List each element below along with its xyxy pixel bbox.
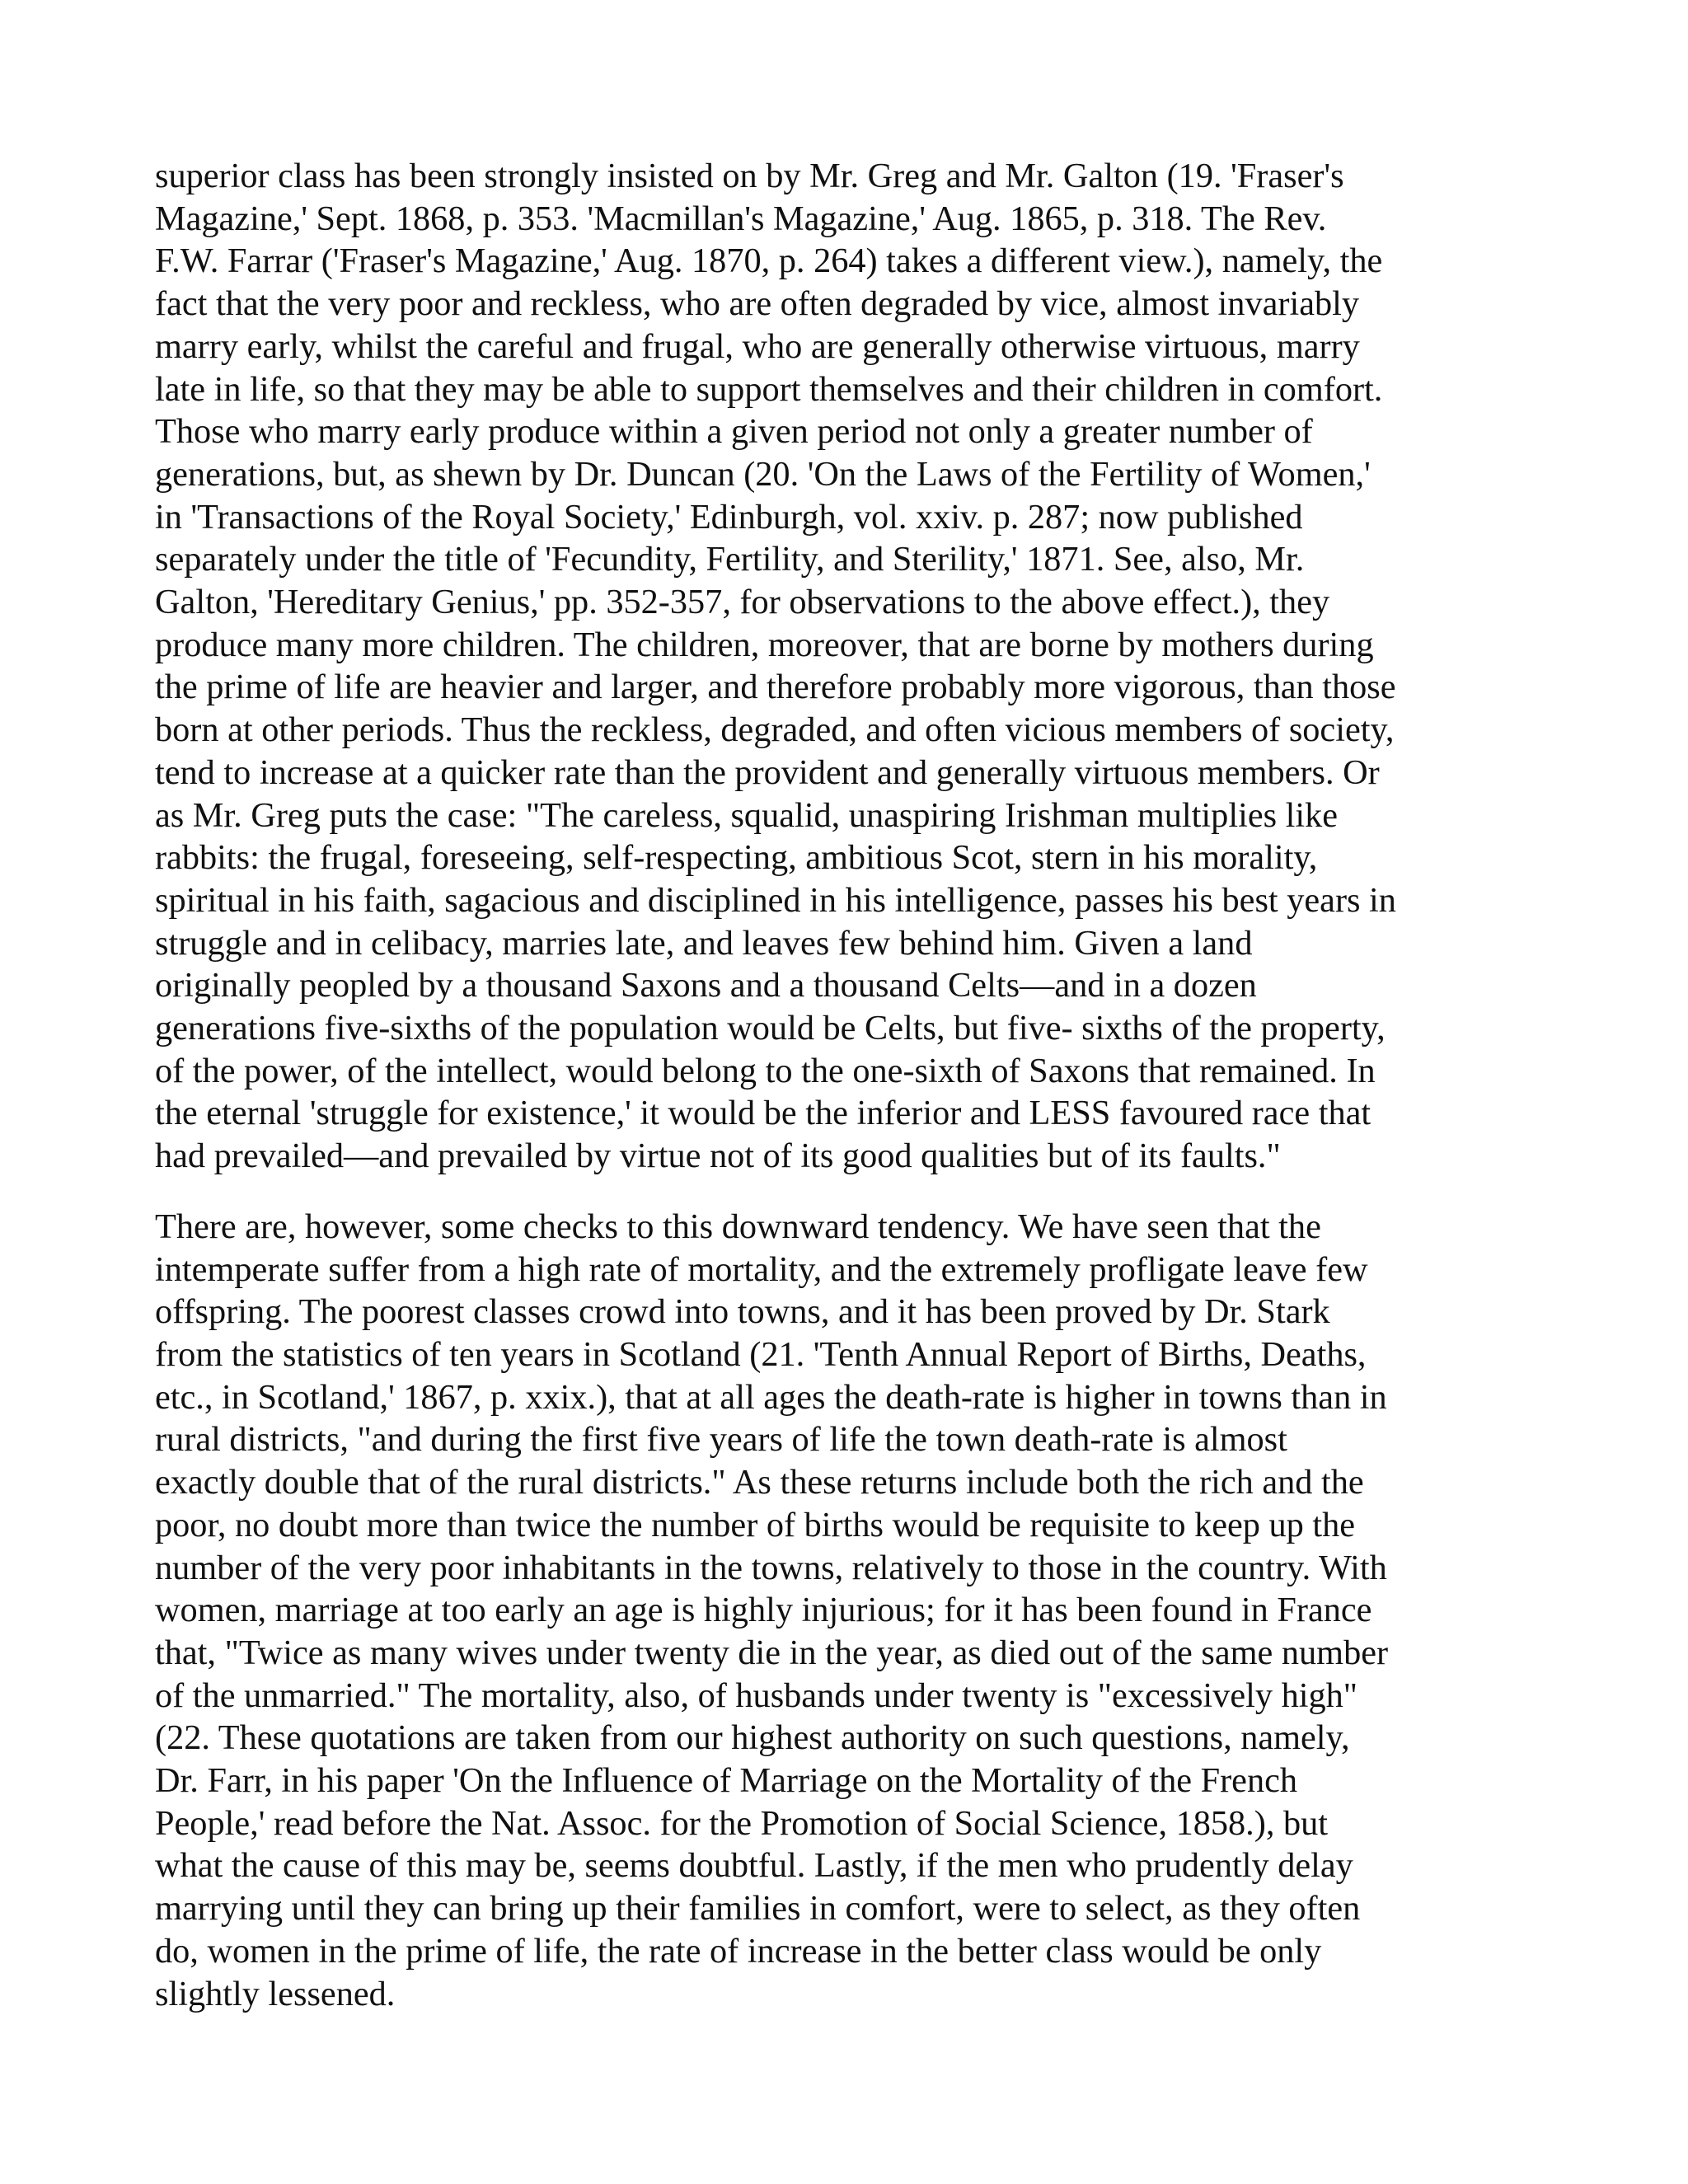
- text-line: rural districts, "and during the first five years of life the town death-rate is almost: [155, 1420, 1287, 1460]
- text-line: separately under the title of 'Fecundity, Fertility, and Sterility,' 1871. See, also, Mr.: [155, 540, 1305, 579]
- text-line: originally peopled by a thousand Saxons and a thousand Celts—and in a dozen: [155, 966, 1257, 1005]
- text-line: intemperate suffer from a high rate of mortality, and the extremely profligate leave few: [155, 1249, 1368, 1289]
- text-line: the prime of life are heavier and larger, and therefore probably more vigorous, than those: [155, 668, 1396, 707]
- text-line: People,' read before the Nat. Assoc. for the Promotion of Social Science, 1858.), but: [155, 1803, 1329, 1843]
- document-page: [155, 155, 1540, 2015]
- text-line: exactly double that of the rural districts." As these returns include both the rich and the: [155, 1463, 1364, 1502]
- text-line: Galton, 'Hereditary Genius,' pp. 352-357, for observations to the above effect.), they: [155, 583, 1330, 622]
- text-line: of the unmarried." The mortality, also, of husbands under twenty is "excessively high": [155, 1675, 1358, 1715]
- text-line: (22. These quotations are taken from our highest authority on such questions, namely,: [155, 1718, 1350, 1758]
- text-line: late in life, so that they may be able to support themselves and their children in comfort.: [155, 369, 1383, 409]
- text-line: marrying until they can bring up their families in comfort, were to select, as they often: [155, 1889, 1361, 1929]
- text-line: born at other periods. Thus the reckless, degraded, and often vicious members of society,: [155, 710, 1395, 750]
- text-line: Magazine,' Sept. 1868, p. 353. 'Macmillan's Magazine,' Aug. 1865, p. 318. The Rev.: [155, 199, 1327, 238]
- text-line: poor, no doubt more than twice the number of births would be requisite to keep up the: [155, 1505, 1356, 1544]
- text-line: fact that the very poor and reckless, who are often degraded by vice, almost invariably: [155, 284, 1360, 324]
- text-line: number of the very poor inhabitants in the towns, relatively to those in the country. With: [155, 1548, 1387, 1587]
- text-line: superior class has been strongly insisted on by Mr. Greg and Mr. Galton (19. 'Fraser's: [155, 157, 1344, 195]
- text-line: struggle and in celibacy, marries late, and leaves few behind him. Given a land: [155, 923, 1253, 963]
- text-line: produce many more children. The children, moreover, that are borne by mothers during: [155, 625, 1374, 664]
- text-line: There are, however, some checks to this downward tendency. We have seen that the: [155, 1207, 1321, 1246]
- text-line: marry early, whilst the careful and frugal, who are generally otherwise virtuous, marry: [155, 326, 1360, 366]
- text-line: offspring. The poorest classes crowd into towns, and it has been proved by Dr. Stark: [155, 1292, 1330, 1332]
- paragraph-2: [155, 1206, 1540, 2015]
- text-line: women, marriage at too early an age is highly injurious; for it has been found in France: [155, 1591, 1372, 1630]
- text-line: Dr. Farr, in his paper 'On the Influence of Marriage on the Mortality of the French: [155, 1761, 1298, 1801]
- text-line: Those who marry early produce within a given period not only a greater number of: [155, 412, 1313, 452]
- text-line: that, "Twice as many wives under twenty die in the year, as died out of the same number: [155, 1633, 1389, 1672]
- text-line: spiritual in his faith, sagacious and disciplined in his intelligence, passes his best years in: [155, 880, 1396, 920]
- text-line: the eternal 'struggle for existence,' it would be the inferior and LESS favoured race that: [155, 1094, 1372, 1133]
- text-line: had prevailed—and prevailed by virtue not of its good qualities but of its faults.": [155, 1137, 1281, 1176]
- paragraph-1: [155, 155, 1540, 1178]
- text-line: from the statistics of ten years in Scotland (21. 'Tenth Annual Report of Births, Deaths,: [155, 1334, 1367, 1374]
- text-line: rabbits: the frugal, foreseeing, self-respecting, ambitious Scot, stern in his morality,: [155, 838, 1318, 878]
- text-line: tend to increase at a quicker rate than the provident and generally virtuous members. Or: [155, 752, 1380, 792]
- text-line: etc., in Scotland,' 1867, p. xxix.), that at all ages the death-rate is higher in towns than in: [155, 1377, 1387, 1417]
- text-line: in 'Transactions of the Royal Society,' Edinburgh, vol. xxiv. p. 287; now published: [155, 497, 1303, 537]
- text-line: generations five-sixths of the population would be Celts, but five- sixths of the property,: [155, 1009, 1386, 1048]
- text-line: do, women in the prime of life, the rate of increase in the better class would be only: [155, 1931, 1322, 1971]
- text-line: slightly lessened.: [155, 1974, 396, 2013]
- text-line: generations, but, as shewn by Dr. Duncan (20. 'On the Laws of the Fertility of Women,': [155, 454, 1371, 494]
- text-line: F.W. Farrar ('Fraser's Magazine,' Aug. 1870, p. 264) takes a different view.), namely, the: [155, 241, 1383, 281]
- text-line: as Mr. Greg puts the case: "The careless, squalid, unaspiring Irishman multiplies like: [155, 795, 1339, 835]
- text-line: what the cause of this may be, seems doubtful. Lastly, if the men who prudently delay: [155, 1846, 1353, 1886]
- text-line: of the power, of the intellect, would belong to the one-sixth of Saxons that remained. In: [155, 1051, 1376, 1090]
